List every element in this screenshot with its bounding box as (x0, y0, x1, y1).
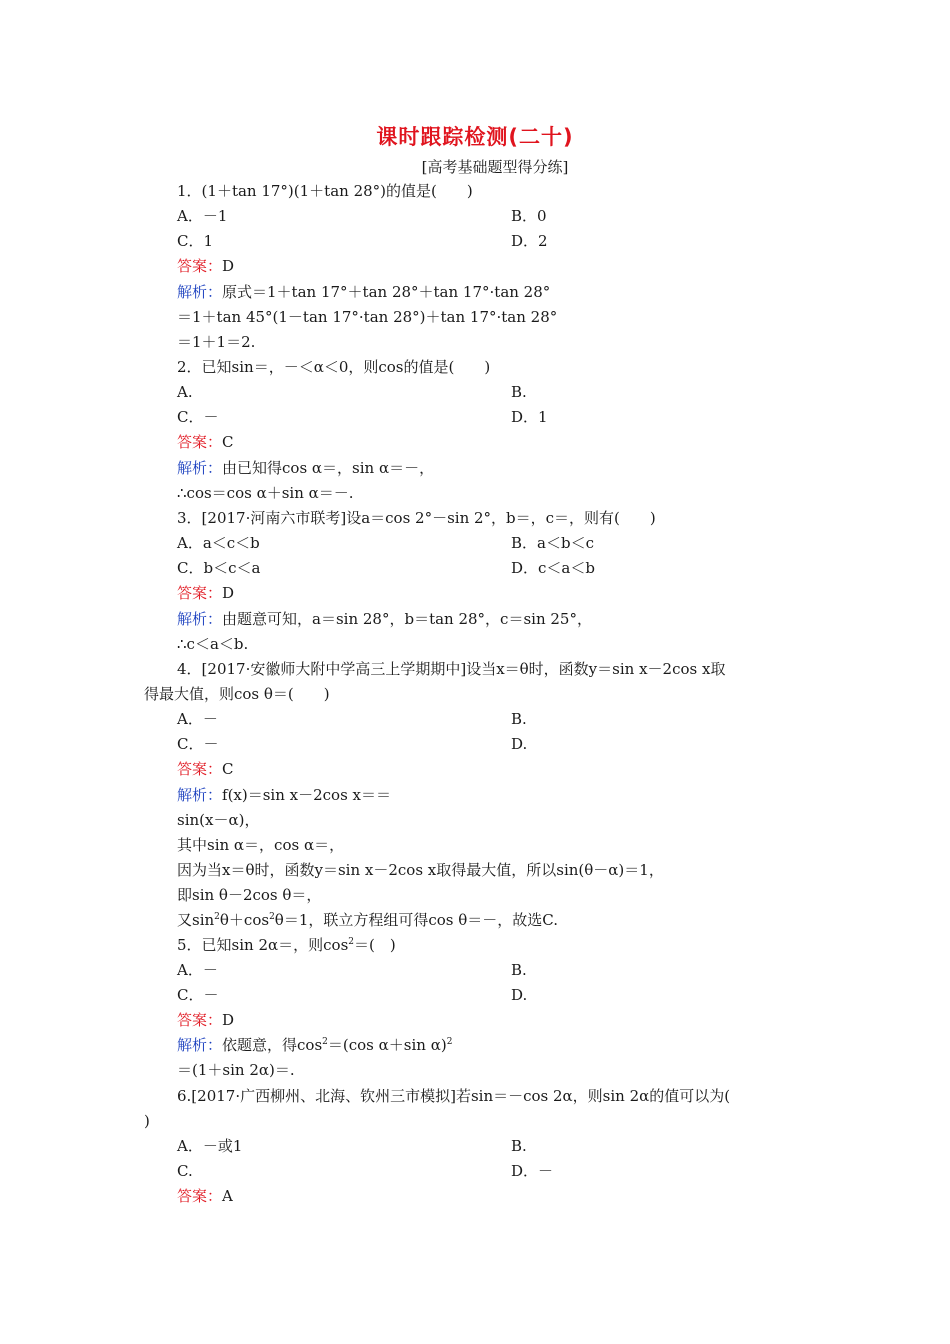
text-segment: θ＋cos (219, 911, 270, 929)
q1-option-a: A．－1 (177, 207, 228, 225)
answer-value: A (222, 1187, 233, 1205)
q4-analysis-line4: 因为当x＝θ时，函数y＝sin x－2cos x取得最大值，所以sin(θ－α)＝1， (177, 861, 664, 879)
analysis-label: 解析： (177, 610, 223, 628)
answer-label: 答案： (177, 760, 223, 778)
superscript: 2 (348, 937, 355, 947)
answer-value: D (222, 584, 235, 602)
q4-option-c: C．－ (177, 735, 219, 753)
q3-answer (177, 583, 234, 603)
q1-option-b: B．0 (511, 207, 547, 225)
superscript: 2 (322, 1037, 328, 1047)
superscript: 2 (446, 1037, 453, 1047)
q1-option-d: D．2 (511, 232, 548, 250)
q3-option-a: A．a＜c＜b (177, 534, 260, 552)
analysis-label: 解析： (177, 283, 223, 301)
answer-label: 答案： (177, 433, 223, 451)
q6-stem-line2: ) (144, 1112, 150, 1130)
q5-stem (177, 935, 396, 955)
answer-value: C (222, 433, 234, 451)
q2-option-d: D．1 (511, 408, 548, 426)
q3-stem: 3．[2017·河南六市联考]设a＝cos 2°－sin 2°，b＝，c＝，则有( ) (177, 509, 656, 527)
answer-value: D (222, 257, 235, 275)
q4-stem-line2: 得最大值，则cos θ＝( ) (144, 685, 330, 703)
q1-option-c: C．1 (177, 232, 214, 250)
analysis-text: 由题意可知，a＝sin 28°，b＝tan 28°，c＝sin 25°， (222, 610, 592, 628)
q4-stem-line1: 4．[2017·安徽师大附中学高三上学期期中]设当x＝θ时，函数y＝sin x－2cos x取 (177, 660, 726, 678)
text-segment: ＝( ) (354, 936, 396, 954)
q1-analysis-line1 (177, 282, 550, 302)
q5-option-c: C．－ (177, 986, 219, 1004)
q4-option-b: B. (511, 710, 527, 728)
analysis-label: 解析： (177, 786, 223, 804)
q5-analysis-line2: ＝(1＋sin 2α)＝. (177, 1061, 295, 1079)
answer-value: D (222, 1011, 235, 1029)
q1-stem: 1．(1＋tan 17°)(1＋tan 28°)的值是( ) (177, 182, 473, 200)
q4-analysis-line2: sin(x－α)， (177, 811, 260, 829)
q4-option-a: A．－ (177, 710, 218, 728)
q5-analysis-line1 (177, 1035, 452, 1055)
q2-option-a: A. (177, 383, 193, 401)
q5-option-a: A．－ (177, 961, 218, 979)
answer-label: 答案： (177, 257, 223, 275)
q4-analysis-line3: 其中sin α＝，cos α＝， (177, 836, 345, 854)
q4-option-d: D. (511, 735, 528, 753)
q2-analysis-line1 (177, 458, 434, 478)
answer-label: 答案： (177, 1011, 223, 1029)
q5-option-b: B. (511, 961, 527, 979)
q3-analysis-line1 (177, 609, 592, 629)
text-segment: 依题意，得cos (222, 1036, 323, 1054)
q2-answer (177, 432, 234, 452)
q4-analysis-line6 (177, 910, 558, 930)
q4-analysis-line1 (177, 785, 391, 805)
answer-value: C (222, 760, 234, 778)
analysis-label: 解析： (177, 459, 223, 477)
q2-option-c: C．－ (177, 408, 219, 426)
q6-stem-line1: 6.[2017·广西柳州、北海、钦州三市模拟]若sin＝－cos 2α，则sin 2α的值可以为( (177, 1087, 731, 1105)
analysis-text: 由已知得cos α＝，sin α＝－， (222, 459, 435, 477)
q1-analysis-line3: ＝1＋1＝2. (177, 333, 256, 351)
answer-label: 答案： (177, 584, 223, 602)
q4-answer (177, 759, 234, 779)
superscript: 2 (269, 912, 275, 922)
q6-option-b: B. (511, 1137, 527, 1155)
q6-option-c: C. (177, 1162, 193, 1180)
q6-option-d: D．－ (511, 1162, 554, 1180)
q3-option-d: D．c＜a＜b (511, 559, 595, 577)
q6-option-a: A．－或1 (177, 1137, 243, 1155)
analysis-text: 原式＝1＋tan 17°＋tan 28°＋tan 17°·tan 28° (222, 283, 551, 301)
q3-option-b: B．a＜b＜c (511, 534, 594, 552)
q5-option-d: D. (511, 986, 528, 1004)
q2-stem: 2．已知sin＝，－＜α＜0，则cos的值是( ) (177, 358, 491, 376)
text-segment: 又sin (177, 911, 215, 929)
q2-option-b: B. (511, 383, 527, 401)
q1-analysis-line2: ＝1＋tan 45°(1－tan 17°·tan 28°)＋tan 17°·tan 28° (177, 308, 558, 326)
q6-answer (177, 1186, 233, 1206)
page-title: 课时跟踪检测(二十) (376, 125, 574, 149)
answer-label: 答案： (177, 1187, 223, 1205)
text-segment: θ＝1，联立方程组可得cos θ＝－，故选C. (274, 911, 559, 929)
q3-analysis-line2: ∴c＜a＜b. (177, 635, 249, 653)
q1-answer (177, 256, 234, 276)
q3-option-c: C．b＜c＜a (177, 559, 261, 577)
q2-analysis-line2: ∴cos＝cos α＋sin α＝－. (177, 484, 354, 502)
superscript: 2 (214, 912, 220, 922)
q4-analysis-line5: 即sin θ－2cos θ＝， (177, 886, 322, 904)
text-segment: 5．已知sin 2α＝，则cos (177, 936, 349, 954)
q5-answer (177, 1010, 234, 1030)
page-subtitle: [高考基础题型得分练] (421, 158, 569, 176)
text-segment: ＝(cos α＋sin α) (327, 1036, 447, 1054)
analysis-text: f(x)＝sin x－2cos x＝＝ (222, 786, 392, 804)
analysis-label: 解析： (177, 1036, 223, 1054)
